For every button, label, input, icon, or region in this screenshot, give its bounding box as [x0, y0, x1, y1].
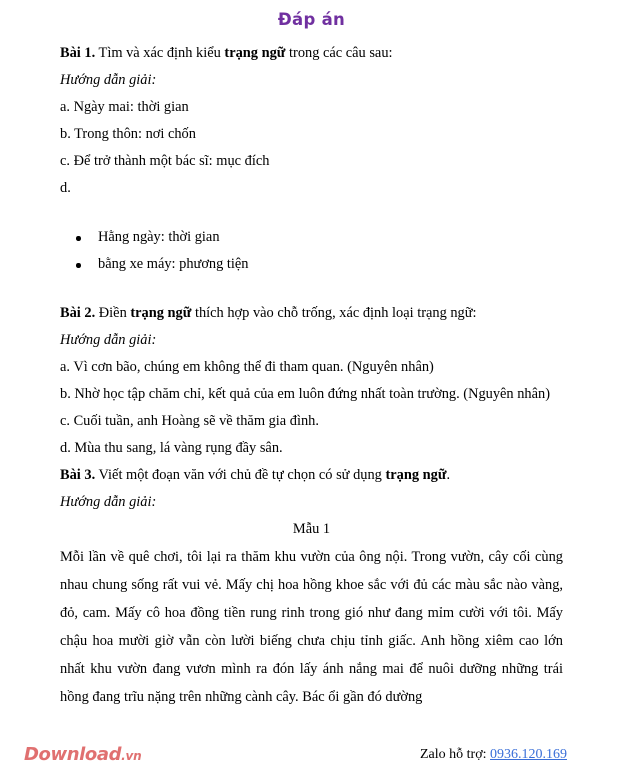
exercise-1-answer-b: b. Trong thôn: nơi chốn — [60, 126, 196, 142]
exercise-1-answer-c: c. Để trở thành một bác sĩ: mục đích — [60, 153, 270, 169]
list-item: Hằng ngày: thời gian — [70, 224, 563, 251]
exercise-3-heading-post: . — [446, 467, 451, 483]
exercise-2-answer-b: b. Nhờ học tập chăm chỉ, kết quả của em luôn đứng nhất toàn trường. (Nguyên nhân) — [60, 386, 550, 402]
zalo-phone-link[interactable]: 0936.120.169 — [490, 747, 567, 762]
logo-tld-text: .vn — [121, 749, 142, 763]
exercise-1-answer-d: d. — [60, 180, 71, 196]
sample-paragraph: Mỗi lần về quê chơi, tôi lại ra thăm khu vườn của ông nội. Trong vườn, cây cối cùng nhau chung sống rất vui vẻ. Mấy chị hoa hồng khoe sắc với đủ các màu sắc nào vàng, đỏ, cam. Mấy cô hoa đồng tiền rung rinh trong gió như đang mỉm cười với tôi. Mấy chậu hoa mười giờ vẫn còn lười biếng chưa chịu tỉnh giấc. Anh hồng xiêm cao lớn nhất khu vườn đang vươn mình ra đón lấy ánh nắng mai để nuôi dưỡng những trái hồng đang trĩu nặng trên những cành cây. Bác ổi gần đó dường — [60, 549, 563, 705]
exercise-2-heading — [60, 300, 563, 327]
exercise-2-label: Bài 2. — [60, 305, 96, 321]
download-vn-logo[interactable] — [24, 744, 141, 765]
document-body — [60, 40, 563, 711]
spacer — [60, 202, 563, 224]
exercise-2-term: trạng ngữ — [130, 305, 192, 321]
sample-heading: Mẫu 1 — [292, 521, 331, 537]
exercise-2-answer-d: d. Mùa thu sang, lá vàng rụng đầy sân. — [60, 440, 283, 456]
exercise-2-heading-pre: Điền — [95, 305, 131, 321]
exercise-1-term: trạng ngữ — [224, 45, 286, 61]
page-footer — [0, 727, 623, 771]
exercise-1-heading — [60, 40, 563, 67]
exercise-3-guide-label: Hướng dẫn giải: — [60, 494, 157, 510]
spacer — [60, 278, 563, 300]
exercise-1-label: Bài 1. — [60, 45, 96, 61]
exercise-2-heading-post: thích hợp vào chỗ trống, xác định loại trạng ngữ: — [191, 305, 477, 321]
logo-main-text: Download — [24, 744, 122, 765]
exercise-3-heading — [60, 462, 563, 489]
exercise-3-label: Bài 3. — [60, 467, 96, 483]
zalo-support — [420, 747, 567, 763]
exercise-1-bullet-list — [60, 224, 563, 278]
list-item: bằng xe máy: phương tiện — [70, 251, 563, 278]
zalo-support-label: Zalo hỗ trợ: — [420, 747, 490, 762]
exercise-2-answer-a: a. Vì cơn bão, chúng em không thể đi tham quan. (Nguyên nhân) — [60, 359, 434, 375]
exercise-2-guide-label: Hướng dẫn giải: — [60, 332, 157, 348]
exercise-1-answer-a: a. Ngày mai: thời gian — [60, 99, 189, 115]
page-title: Đáp án — [277, 10, 346, 29]
exercise-2-answer-c: c. Cuối tuần, anh Hoàng sẽ về thăm gia đình. — [60, 413, 319, 429]
exercise-3-term: trạng ngữ — [385, 467, 447, 483]
exercise-1-heading-pre: Tìm và xác định kiểu — [95, 45, 225, 61]
exercise-1-heading-post: trong các câu sau: — [285, 45, 393, 61]
exercise-1-guide-label: Hướng dẫn giải: — [60, 72, 157, 88]
exercise-3-heading-pre: Viết một đoạn văn với chủ đề tự chọn có sử dụng — [95, 467, 386, 483]
